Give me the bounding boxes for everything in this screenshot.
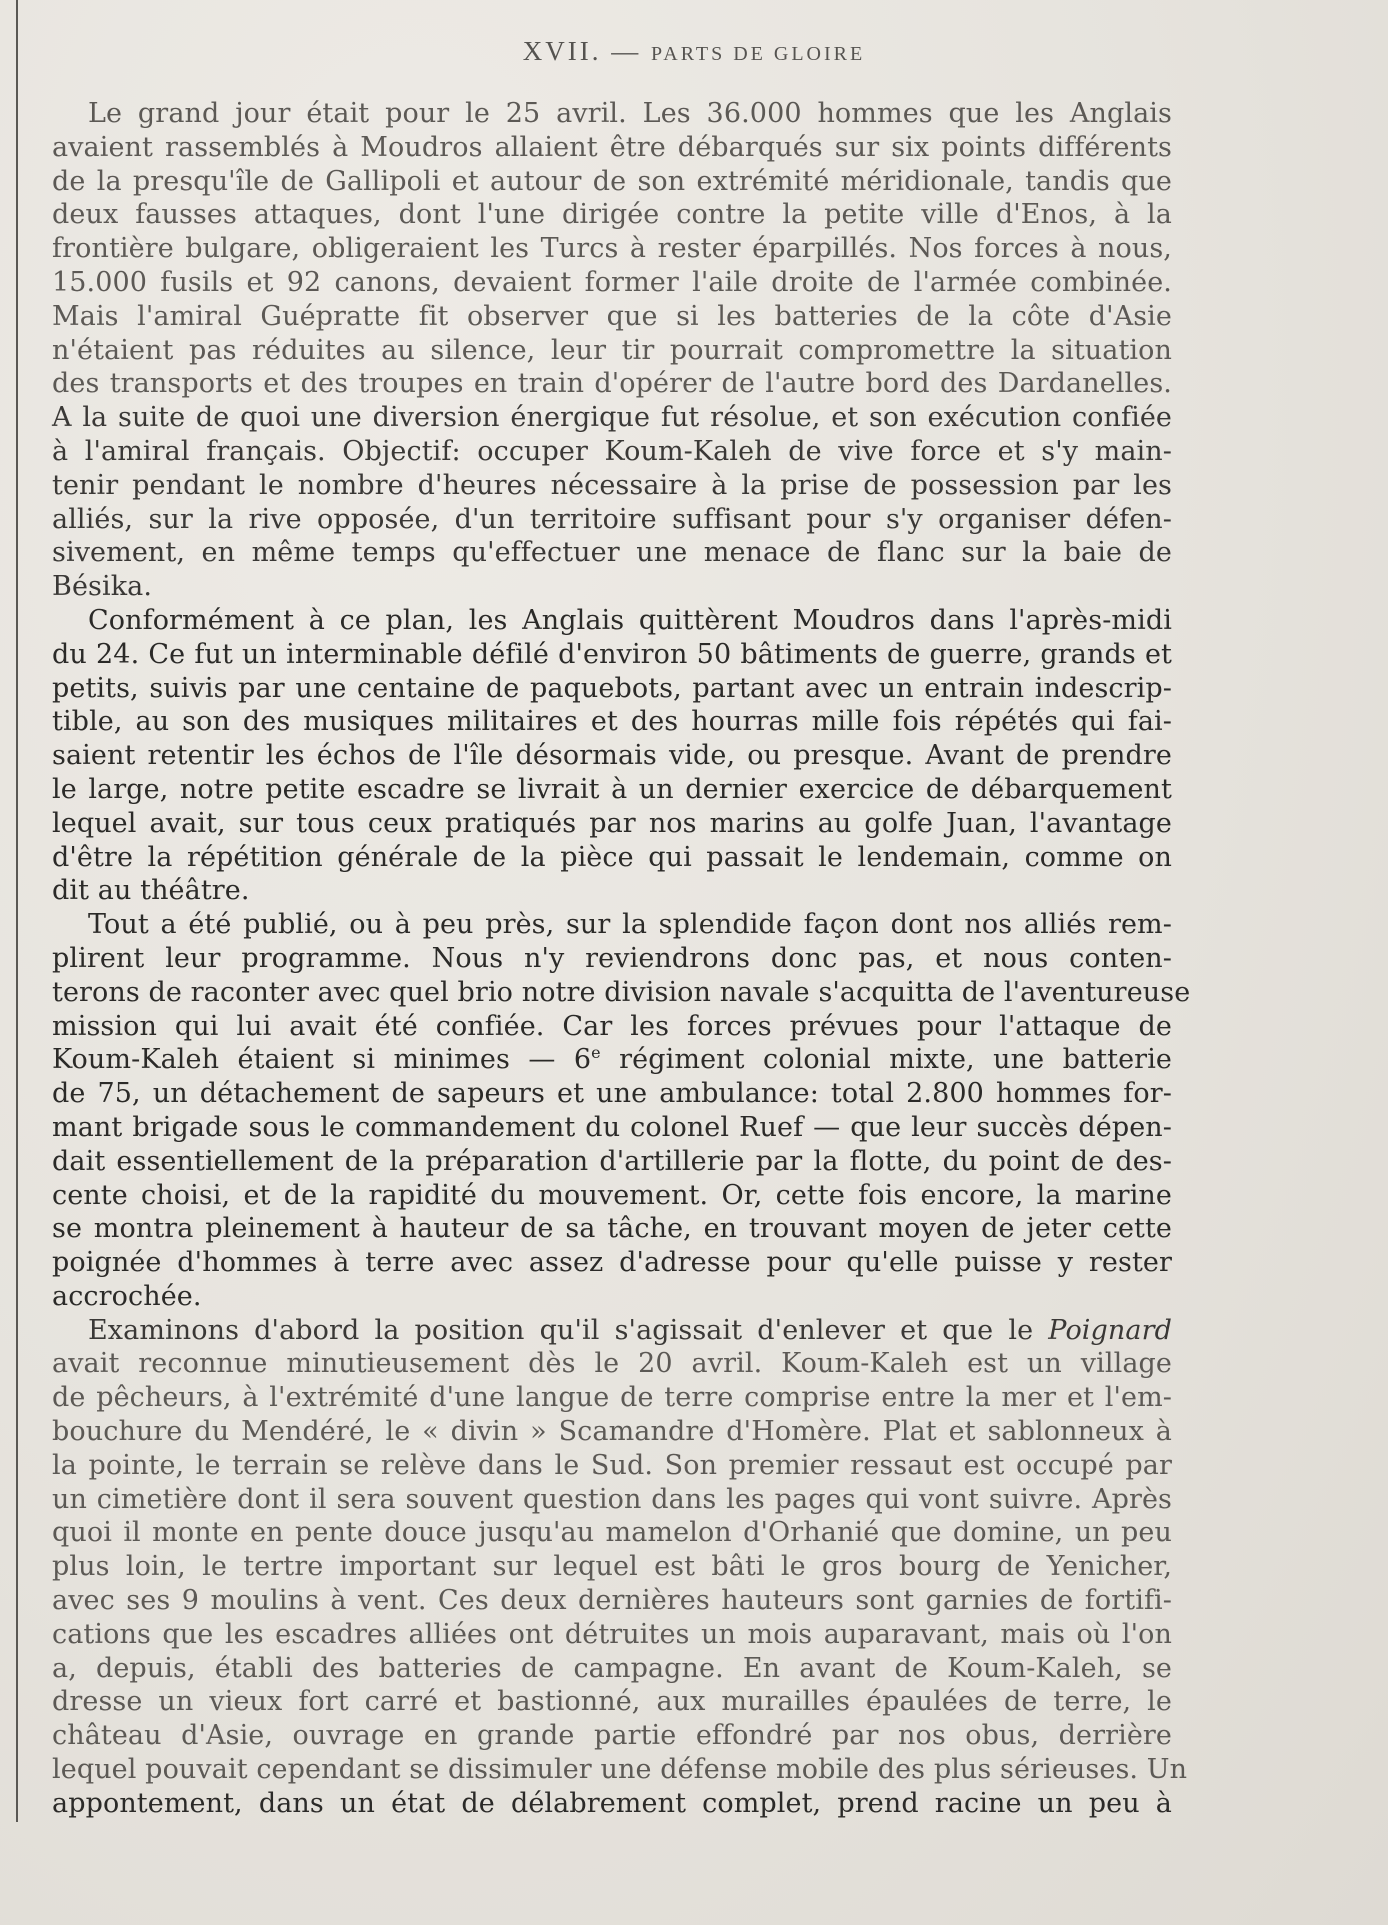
chapter-title: PARTS DE GLOIRE xyxy=(651,43,866,65)
text-line: A la suite de quoi une diversion énergique fut résolue, et son exécution confiée xyxy=(52,402,1172,434)
text-line: plirent leur programme. Nous n'y reviendrons donc pas, et nous conten- xyxy=(52,942,1172,974)
text-line xyxy=(52,1314,1172,1348)
text-line: tible, au son des musiques militaires et des hourras mille fois répétés qui fai- xyxy=(52,706,1172,738)
text-line: accrochée. xyxy=(52,1280,202,1312)
text-line: se montra pleinement à hauteur de sa tâche, en trouvant moyen de jeter cette xyxy=(52,1213,1172,1245)
text-line: appontement, dans un état de délabrement complet, prend racine un peu à xyxy=(52,1787,1172,1819)
text-line: Conformément à ce plan, les Anglais quittèrent Moudros dans l'après-midi xyxy=(88,604,1172,636)
running-header xyxy=(0,36,1388,67)
text-line: n'étaient pas réduites au silence, leur tir pourrait compromettre la situation xyxy=(52,334,1172,366)
text-line: des transports et des troupes en train d'opérer de l'autre bord des Dardanelles. xyxy=(52,368,1172,400)
text-line: mission qui lui avait été confiée. Car les forces prévues pour l'attaque de xyxy=(52,1010,1172,1042)
body-text xyxy=(52,97,1191,1821)
header-dash: — xyxy=(611,36,642,66)
text-line: poignée d'hommes à terre avec assez d'adresse pour qu'elle puisse y rester xyxy=(52,1247,1172,1279)
chapter-number: XVII. xyxy=(522,36,602,66)
text-line: dit au théâtre. xyxy=(52,875,250,907)
text-line: Tout a été publié, ou à peu près, sur la splendide façon dont nos alliés rem- xyxy=(88,909,1172,941)
text-line: avec ses 9 moulins à vent. Ces deux dernières hauteurs sont garnies de fortifi- xyxy=(52,1585,1172,1617)
text-line: sivement, en même temps qu'effectuer une menace de flanc sur la baie de xyxy=(52,537,1172,569)
text-line: à l'amiral français. Objectif: occuper Koum-Kaleh de vive force et s'y main- xyxy=(52,435,1172,467)
text-fragment: régiment colonial mixte, une batterie xyxy=(600,1044,1173,1076)
text-fragment: Koum-Kaleh étaient si minimes — 6 xyxy=(52,1044,592,1076)
text-line: Bésika. xyxy=(52,571,153,603)
text-line: plus loin, le tertre important sur lequel est bâti le gros bourg de Yenicher, xyxy=(52,1551,1172,1583)
text-line: cente choisi, et de la rapidité du mouvement. Or, cette fois encore, la marine xyxy=(52,1179,1172,1211)
text-fragment: Examinons d'abord la position qu'il s'agissait d'enlever et que le xyxy=(88,1314,1034,1346)
text-line: saient retentir les échos de l'île désormais vide, ou presque. Avant de prendre xyxy=(52,740,1172,772)
text-line: mant brigade sous le commandement du colonel Ruef — que leur succès dépen- xyxy=(52,1111,1172,1143)
text-line xyxy=(52,1043,1172,1077)
text-line: dait essentiellement de la préparation d'artillerie par la flotte, du point de des- xyxy=(52,1145,1172,1177)
text-line: le large, notre petite escadre se livrait à un dernier exercice de débarquement xyxy=(52,773,1172,805)
text-line: bouchure du Mendéré, le « divin » Scamandre d'Homère. Plat et sablonneux à xyxy=(52,1416,1172,1448)
margin-rule xyxy=(16,0,18,1822)
text-line: alliés, sur la rive opposée, d'un territoire suffisant pour s'y organiser défen- xyxy=(52,503,1172,535)
text-line: de pêcheurs, à l'extrémité d'une langue de terre comprise entre la mer et l'em- xyxy=(52,1382,1172,1414)
text-line: 15.000 fusils et 92 canons, devaient former l'aile droite de l'armée combinée. xyxy=(52,266,1172,298)
text-line: terons de raconter avec quel brio notre division navale s'acquitta de l'aventureuse xyxy=(52,976,1191,1008)
text-line: la pointe, le terrain se relève dans le Sud. Son premier ressaut est occupé par xyxy=(52,1449,1172,1481)
text-line: Mais l'amiral Guépratte fit observer que si les batteries de la côte d'Asie xyxy=(52,300,1172,332)
text-line: lequel pouvait cependant se dissimuler une défense mobile des plus sérieuses. Un xyxy=(52,1754,1188,1786)
text-line: avaient rassemblés à Moudros allaient être débarqués sur six points différents xyxy=(52,131,1172,163)
text-line: petits, suivis par une centaine de paquebots, partant avec un entrain indescrip- xyxy=(52,672,1172,704)
text-line: quoi il monte en pente douce jusqu'au mamelon d'Orhanié que domine, un peu xyxy=(52,1517,1172,1549)
text-line: un cimetière dont il sera souvent question dans les pages qui vont suivre. Après xyxy=(52,1483,1172,1515)
text-line: a, depuis, établi des batteries de campagne. En avant de Koum-Kaleh, se xyxy=(52,1652,1172,1684)
text-line: cations que les escadres alliées ont détruites un mois auparavant, mais où l'on xyxy=(52,1618,1172,1650)
text-line: tenir pendant le nombre d'heures nécessaire à la prise de possession par les xyxy=(52,469,1172,501)
ship-name: Poignard xyxy=(1048,1314,1172,1346)
text-line: lequel avait, sur tous ceux pratiqués par nos marins au golfe Juan, l'avantage xyxy=(52,807,1172,839)
text-line: dresse un vieux fort carré et bastionné, aux murailles épaulées de terre, le xyxy=(52,1686,1172,1718)
text-line: frontière bulgare, obligeraient les Turcs à rester éparpillés. Nos forces à nous, xyxy=(52,233,1172,265)
text-line: deux fausses attaques, dont l'une dirigée contre la petite ville d'Enos, à la xyxy=(52,199,1172,231)
text-line: château d'Asie, ouvrage en grande partie effondré par nos obus, derrière xyxy=(52,1720,1172,1752)
superscript: e xyxy=(591,1043,601,1063)
text-line: d'être la répétition générale de la pièce qui passait le lendemain, comme on xyxy=(52,841,1172,873)
text-line: Le grand jour était pour le 25 avril. Les 36.000 hommes que les Anglais xyxy=(88,98,1172,129)
text-line: de 75, un détachement de sapeurs et une ambulance: total 2.800 hommes for- xyxy=(52,1078,1172,1110)
text-line: avait reconnue minutieusement dès le 20 avril. Koum-Kaleh est un village xyxy=(52,1348,1172,1380)
text-line: de la presqu'île de Gallipoli et autour de son extrémité méridionale, tandis que xyxy=(52,165,1172,197)
text-line: du 24. Ce fut un interminable défilé d'environ 50 bâtiments de guerre, grands et xyxy=(52,638,1172,670)
